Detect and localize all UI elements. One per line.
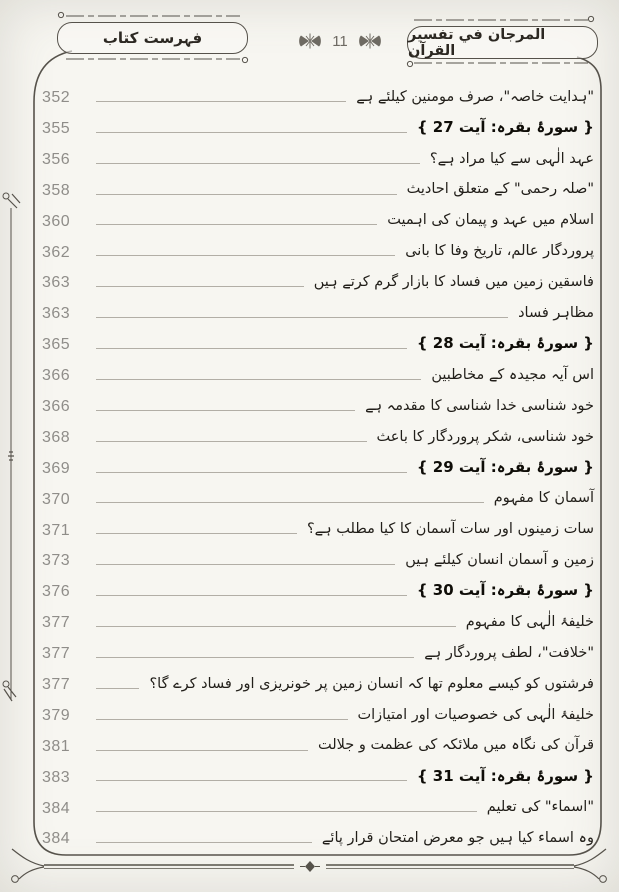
leader-line (96, 410, 355, 411)
toc-row (42, 292, 594, 323)
toc-entry-page: 368 (42, 428, 71, 446)
leader-line (96, 441, 367, 442)
book-title: المرجان في تفسير القرآن (408, 26, 546, 59)
toc-entry-page: 358 (42, 181, 71, 199)
leader-line (96, 719, 348, 720)
toc-row (42, 385, 594, 416)
toc-entry-title: "اسماء" کی تعلیم (486, 799, 594, 816)
toc-entry-title: خلیفۂ الٰہی کی خصوصیات اور امتیازات (357, 706, 594, 723)
leader-line (96, 595, 407, 596)
toc-row (42, 200, 594, 231)
toc-entry-page: 363 (42, 305, 71, 323)
leader-line (96, 163, 420, 164)
toc-row (42, 416, 594, 447)
floral-bowtie-ornament-icon (357, 32, 383, 50)
toc-row (42, 138, 594, 169)
toc-row (42, 817, 594, 848)
toc-entry-page: 373 (42, 552, 71, 570)
leader-line (96, 379, 421, 380)
book-title-box (407, 26, 598, 59)
page-number-group (284, 28, 396, 54)
toc-entry-page: 366 (42, 398, 71, 415)
toc-row (42, 663, 594, 694)
toc-entry-page: 384 (42, 830, 71, 848)
toc-entry-title: { سورۂ بقرہ: آیت 28 } (416, 334, 594, 353)
leader-line (96, 255, 395, 256)
leader-line (96, 750, 308, 751)
toc-entry-page: 365 (42, 336, 71, 354)
toc-heading-box (57, 22, 248, 54)
toc-row (42, 478, 594, 509)
leader-line (96, 132, 407, 133)
toc-entry-title: "خلافت"، لطف پروردگار ہے (424, 644, 594, 661)
toc-list (42, 76, 594, 848)
toc-entry-page: 376 (42, 583, 71, 601)
toc-heading: فہرست کتاب (102, 29, 203, 47)
toc-entry-title: فاسقین زمین میں فساد کا بازار گرم کرتے ہیں (313, 274, 594, 291)
toc-row (42, 230, 594, 261)
leader-line (96, 317, 508, 318)
toc-row (42, 694, 594, 725)
toc-entry-title: مظاہر فساد (518, 305, 594, 321)
toc-entry-title: خود شناسی، شکر پروردگار کا باعث (376, 428, 594, 445)
leader-line (96, 533, 297, 534)
toc-entry-page: 369 (42, 459, 71, 477)
toc-entry-page: 377 (42, 676, 71, 694)
toc-entry-page: 381 (42, 737, 71, 755)
toc-entry-page: 377 (42, 614, 71, 632)
toc-row (42, 632, 594, 663)
toc-entry-title: "ہدایت خاصہ"، صرف مومنین کیلئے ہے (356, 88, 594, 105)
leader-line (96, 780, 407, 781)
toc-entry-title: خلیفۂ الٰہی کا مفہوم (465, 613, 594, 630)
toc-entry-page: 363 (42, 274, 71, 292)
toc-entry-title: زمین و آسمان انسان کیلئے ہیں (405, 552, 594, 569)
toc-entry-title: "صلہ رحمی" کے متعلق احادیث (406, 181, 594, 198)
toc-entry-title: پروردگار عالم، تاریخ وفا کا بانی (405, 243, 594, 260)
toc-entry-page: 384 (42, 799, 71, 817)
leader-line (96, 811, 477, 812)
left-flourish-line (3, 193, 20, 701)
toc-row (42, 508, 594, 539)
toc-entry-page: 355 (42, 119, 71, 137)
leader-line (96, 657, 414, 658)
toc-entry-title: خود شناسی خدا شناسی کا مقدمہ ہے (365, 397, 594, 414)
toc-row (42, 725, 594, 756)
toc-row (42, 447, 594, 478)
toc-entry-title: وہ اسماء کیا ہیں جو معرض امتحان قرار پائے (321, 830, 594, 847)
toc-entry-title: { سورۂ بقرہ: آیت 30 } (416, 581, 594, 600)
toc-entry-title: قرآن کی نگاہ میں ملائکہ کی عظمت و جلالت (318, 737, 594, 754)
toc-entry-page: 370 (42, 490, 71, 508)
toc-row (42, 570, 594, 601)
toc-entry-page: 356 (42, 150, 71, 168)
leader-line (96, 688, 139, 689)
toc-entry-title: { سورۂ بقرہ: آیت 29 } (416, 457, 594, 476)
leader-line (96, 101, 346, 102)
toc-entry-page: 352 (42, 89, 71, 107)
toc-row (42, 323, 594, 354)
toc-entry-title: فرشتوں کو کیسے معلوم تھا کہ انسان زمین پر خونریزی اور فساد کرے گا؟ (149, 675, 594, 692)
toc-row (42, 539, 594, 570)
toc-row (42, 261, 594, 292)
toc-entry-page: 377 (42, 645, 71, 663)
toc-row (42, 76, 594, 107)
toc-row (42, 107, 594, 138)
leader-line (96, 626, 456, 627)
toc-entry-title: عہد الٰہی سے کیا مراد ہے؟ (429, 150, 594, 167)
toc-entry-page: 383 (42, 768, 71, 786)
toc-entry-title: { سورۂ بقرہ: آیت 31 } (416, 766, 594, 785)
leader-line (96, 842, 312, 843)
toc-entry-page: 371 (42, 521, 71, 539)
toc-row (42, 786, 594, 817)
leader-line (96, 564, 395, 565)
page-number: 11 (332, 32, 348, 50)
toc-row (42, 169, 594, 200)
toc-entry-page: 379 (42, 706, 71, 724)
leader-line (96, 286, 304, 287)
leader-line (96, 194, 397, 195)
leader-line (96, 472, 407, 473)
toc-row (42, 756, 594, 787)
toc-entry-title: اس آیہ مجیدہ کے مخاطبین (431, 366, 594, 383)
toc-entry-title: { سورۂ بقرہ: آیت 27 } (416, 118, 594, 137)
toc-row (42, 601, 594, 632)
toc-entry-page: 360 (42, 212, 71, 230)
toc-row (42, 354, 594, 385)
leader-line (96, 348, 407, 349)
bottom-rule-ornament (12, 849, 607, 882)
toc-entry-title: سات زمینوں اور سات آسمان کا کیا مطلب ہے؟ (306, 521, 594, 538)
toc-entry-page: 362 (42, 243, 71, 261)
floral-bowtie-ornament-icon (297, 32, 323, 50)
toc-entry-title: اسلام میں عہد و پیمان کی اہمیت (387, 212, 594, 229)
toc-entry-title: آسمان کا مفہوم (493, 490, 594, 507)
toc-entry-page: 366 (42, 367, 71, 385)
leader-line (96, 224, 377, 225)
leader-line (96, 502, 484, 503)
